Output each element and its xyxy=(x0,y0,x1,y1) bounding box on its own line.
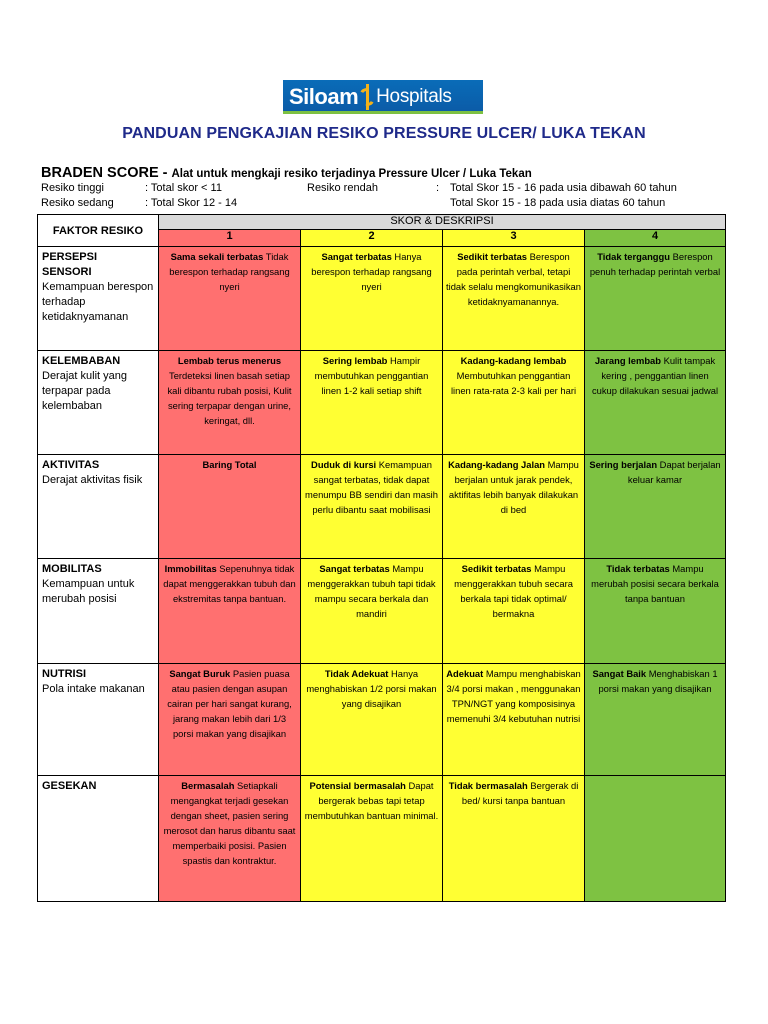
score-desc: Tidak berespon terhadap rangsang nyeri xyxy=(169,251,290,293)
score-cell xyxy=(443,663,585,775)
score-title: Jarang lembab xyxy=(594,355,661,367)
score-cell xyxy=(301,247,443,351)
score-cell xyxy=(159,351,301,455)
page-title: PANDUAN PENGKAJIAN RESIKO PRESSURE ULCER/ LUKA TEKAN xyxy=(122,125,646,142)
score-title: Sangat Buruk xyxy=(169,667,231,679)
factor-name: PERSEPSI SENSORI xyxy=(42,251,98,279)
factor-desc: Kemampuan berespon terhadap ketidaknyamanan xyxy=(42,281,154,324)
score-title: Immobilitas xyxy=(164,563,217,575)
factor-cell xyxy=(38,559,159,663)
score-desc: Mampu menghabiskan 3/4 porsi makan , menggunakan TPN/NGT yang komposisinya memenuhi 3/4 kebutuhan nutrisi xyxy=(446,667,581,724)
score-title: Sedikit terbatas xyxy=(457,251,528,263)
table-row xyxy=(38,663,726,775)
score-cell xyxy=(585,455,726,559)
score-title: Tidak bermasalah xyxy=(448,779,528,791)
factor-desc: Derajat kulit yang terpapar pada kelembaban xyxy=(42,370,127,413)
risk-rendah-value-1: Total Skor 15 - 16 pada usia dibawah 60 tahun xyxy=(450,182,677,194)
score-title: Kadang-kadang lembab xyxy=(460,355,567,367)
score-title: Sering lembab xyxy=(322,355,388,367)
score-desc: Hanya menghabiskan 1/2 porsi makan yang disajikan xyxy=(306,667,437,709)
score-cell xyxy=(159,775,301,901)
score-title: Sering berjalan xyxy=(589,459,658,471)
score-cell xyxy=(443,775,585,901)
siloam-hospitals-logo xyxy=(283,80,483,114)
risk-tinggi-label: Resiko tinggi xyxy=(41,182,104,194)
score-title: Adekuat xyxy=(446,667,484,679)
logo-text-siloam: Siloam xyxy=(289,84,359,109)
factor-cell xyxy=(38,775,159,901)
score-desc: Kemampuan sangat terbatas, tidak dapat menumpu BB sendiri dan masih perlu dibantu saat mobilisasi xyxy=(305,459,438,516)
score-cell xyxy=(159,455,301,559)
score-desc: Menghabiskan 1 porsi makan yang disajikan xyxy=(598,667,718,694)
table-row xyxy=(38,559,726,663)
score-title: Baring Total xyxy=(202,459,257,471)
table-row xyxy=(38,351,726,455)
score-desc: Dapat berjalan keluar kamar xyxy=(627,459,721,486)
score-desc: Berespon pada perintah verbal, tetapi tidak selalu mengkomunikasikan ketidaknyamanannya. xyxy=(446,251,581,308)
score-header-4: 4 xyxy=(585,230,726,247)
score-cell xyxy=(585,247,726,351)
score-desc: Hanya berespon terhadap rangsang nyeri xyxy=(311,251,432,293)
score-title: Duduk di kursi xyxy=(311,459,377,471)
score-title: Sama sekali terbatas xyxy=(170,251,264,263)
factor-cell xyxy=(38,455,159,559)
score-title: Sedikit terbatas xyxy=(461,563,532,575)
skor-deskripsi-header: SKOR & DESKRIPSI xyxy=(159,215,726,230)
score-desc: Kulit tampak kering , penggantian linen cukup dilakukan sesuai jadwal xyxy=(591,355,719,397)
braden-score-heading xyxy=(41,164,532,181)
score-cell xyxy=(443,455,585,559)
score-title: Lembab terus menerus xyxy=(177,355,282,367)
score-title: Tidak terganggu xyxy=(597,251,670,263)
factor-name: AKTIVITAS xyxy=(42,459,100,472)
table-row xyxy=(38,455,726,559)
score-cell xyxy=(443,559,585,663)
score-cell xyxy=(159,559,301,663)
score-header-3: 3 xyxy=(443,230,585,247)
score-desc: Setiapkali mengangkat terjadi gesekan dengan sheet, pasien sering merosot dan harus dibantu saat memperbaiki posisi. Pasien spastis dan kontraktur. xyxy=(163,779,296,866)
risk-rendah-colon: : xyxy=(436,182,440,194)
score-desc: Berespon penuh terhadap perintah verbal xyxy=(589,251,721,278)
score-desc: Membutuhkan penggantian linen rata-rata 2-3 kali per hari xyxy=(450,370,577,397)
score-desc: Sepenuhnya tidak dapat menggerakkan tubuh dan ekstremitas tanpa bantuan. xyxy=(163,563,296,605)
score-desc: Bergerak di bed/ kursi tanpa bantuan xyxy=(461,779,579,806)
score-header-1: 1 xyxy=(159,230,301,247)
risk-rendah-label: Resiko rendah xyxy=(307,182,378,194)
score-desc: Mampu merubah posisi secara berkala tanpa bantuan xyxy=(591,563,719,605)
braden-description: Alat untuk mengkaji resiko terjadinya Pressure Ulcer / Luka Tekan xyxy=(171,168,532,180)
score-desc: Mampu menggerakkan tubuh tapi tidak mampu secara berkala dan mandiri xyxy=(307,563,436,620)
risk-sedang-label: Resiko sedang xyxy=(41,197,114,209)
score-cell xyxy=(301,663,443,775)
score-title: Tidak terbatas xyxy=(606,563,670,575)
risk-sedang-value: : Total Skor 12 - 14 xyxy=(145,197,238,209)
score-title: Sangat Baik xyxy=(592,667,647,679)
factor-name: KELEMBABAN xyxy=(42,355,121,368)
score-cell xyxy=(443,247,585,351)
logo-text-hospitals: Hospitals xyxy=(376,86,452,107)
table-row xyxy=(38,775,726,901)
score-title: Sangat terbatas xyxy=(319,563,390,575)
score-desc: Pasien puasa atau pasien dengan asupan cairan per hari sangat kurang, jarang makan lebih dari 1/3 porsi makan yang disajikan xyxy=(167,667,292,739)
risk-tinggi-value: : Total skor < 11 xyxy=(145,182,222,194)
score-title: Potensial bermasalah xyxy=(309,779,406,791)
braden-score-table xyxy=(37,214,726,902)
score-desc: Hampir membutuhkan penggantian linen 1-2 kali setiap shift xyxy=(314,355,429,397)
factor-name: NUTRISI xyxy=(42,667,86,680)
score-cell xyxy=(301,351,443,455)
score-cell xyxy=(585,351,726,455)
factor-desc: Kemampuan untuk merubah posisi xyxy=(42,578,135,606)
braden-label: BRADEN SCORE - xyxy=(41,165,168,181)
score-cell xyxy=(301,775,443,901)
factor-cell xyxy=(38,247,159,351)
score-cell xyxy=(443,351,585,455)
factor-name: GESEKAN xyxy=(42,779,97,792)
score-desc: Terdeteksi linen basah setiap kali dibantu rubah posisi, Kulit sering terpapar dengan urine, keringat, dll. xyxy=(167,370,292,427)
factor-cell xyxy=(38,663,159,775)
score-cell xyxy=(301,455,443,559)
score-header-2: 2 xyxy=(301,230,443,247)
score-cell xyxy=(159,247,301,351)
factor-desc: Pola intake makanan xyxy=(42,682,145,695)
risk-rendah-value-2: Total Skor 15 - 18 pada usia diatas 60 tahun xyxy=(450,197,666,209)
score-desc: Mampu menggerakkan tubuh secara berkala tapi tidak optimal/ bermakna xyxy=(454,563,573,620)
score-title: Bermasalah xyxy=(181,779,235,791)
logo-mark-icon xyxy=(360,84,374,110)
faktor-resiko-header: FAKTOR RESIKO xyxy=(38,215,159,247)
score-cell xyxy=(585,663,726,775)
score-title: Sangat terbatas xyxy=(321,251,392,263)
factor-desc: Derajat aktivitas fisik xyxy=(42,474,143,487)
score-title: Tidak Adekuat xyxy=(324,667,389,679)
score-cell xyxy=(585,559,726,663)
score-cell xyxy=(301,559,443,663)
factor-cell xyxy=(38,351,159,455)
score-cell xyxy=(585,775,726,901)
score-desc: Dapat bergerak bebas tapi tetap membutuhkan bantuan minimal. xyxy=(304,779,439,821)
table-row xyxy=(38,247,726,351)
score-desc: Mampu berjalan untuk jarak pendek, aktifitas lebih banyak dilakukan di bed xyxy=(448,459,579,516)
score-title: Kadang-kadang Jalan xyxy=(448,459,546,471)
score-cell xyxy=(159,663,301,775)
factor-name: MOBILITAS xyxy=(42,563,102,576)
